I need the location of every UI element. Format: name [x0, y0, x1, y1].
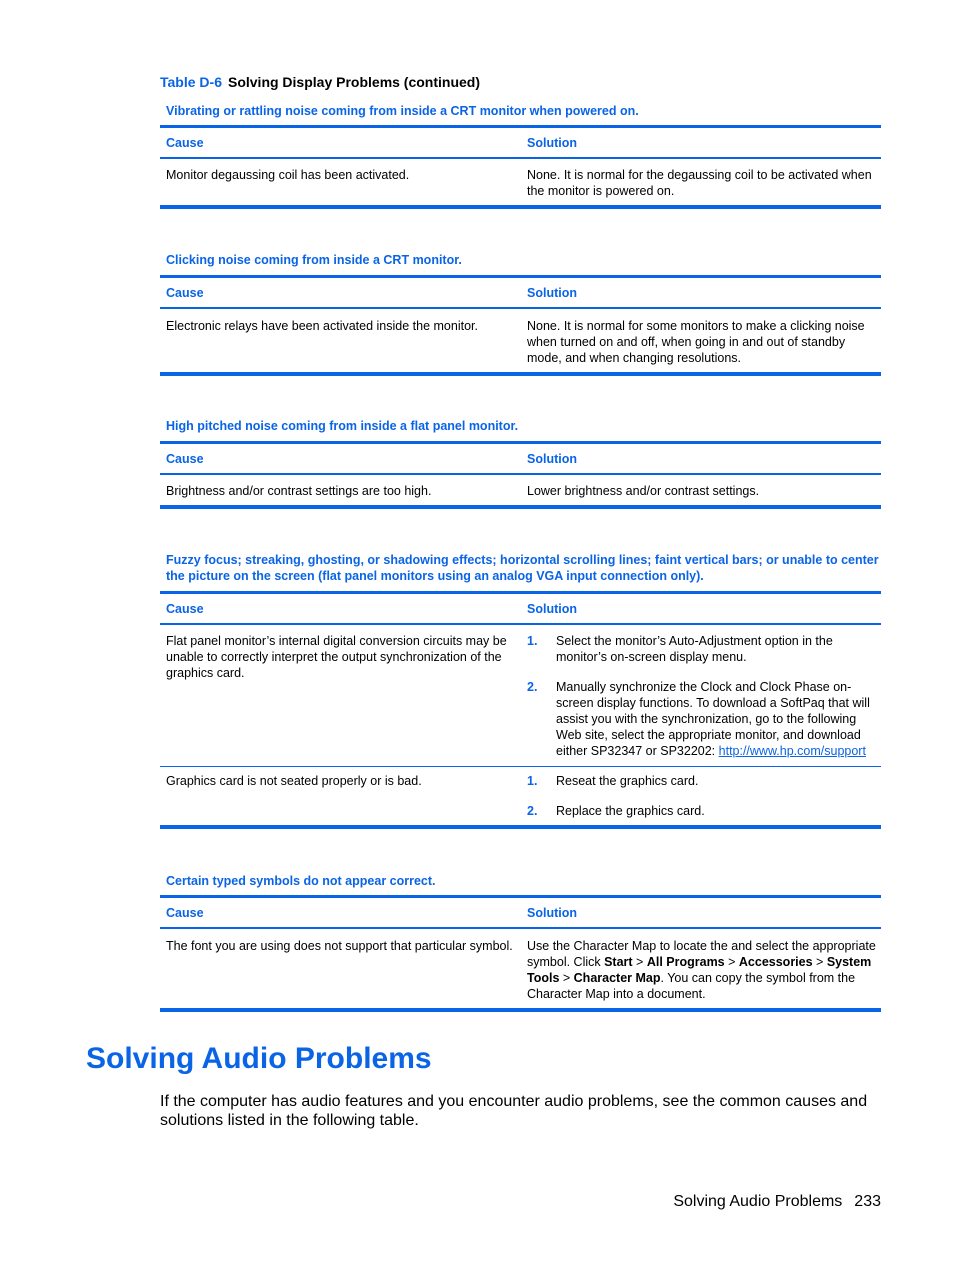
separator: >: [724, 955, 739, 969]
step-number: 1.: [527, 774, 538, 788]
header-solution: Solution: [527, 602, 577, 616]
footer-text: Solving Audio Problems: [673, 1193, 843, 1210]
table-row: [160, 766, 881, 829]
header-solution: Solution: [527, 906, 577, 920]
list-item: [527, 803, 879, 819]
table-row: [160, 625, 881, 766]
step-text: Replace the graphics card.: [556, 804, 705, 818]
step-text: Select the monitor’s Auto-Adjustment option in the monitor’s on-screen display menu.: [556, 634, 833, 664]
table-header: [160, 441, 881, 475]
page-number: 233: [854, 1193, 881, 1210]
list-item: [527, 633, 879, 665]
solution-cell: None. It is normal for some monitors to make a clicking noise when turned on and off, when going in and out of standby mode, and when changing resolutions.: [527, 319, 865, 365]
table-row: [160, 309, 881, 376]
cause-cell: Graphics card is not seated properly or is bad.: [166, 774, 422, 788]
solution-text: Use the Character Map to locate the and select the appropriate symbol. Click: [527, 939, 876, 969]
section-title-high-pitched: High pitched noise coming from inside a flat panel monitor.: [166, 419, 519, 433]
table-caption: [160, 74, 480, 90]
header-solution: Solution: [527, 286, 577, 300]
cause-cell: Monitor degaussing coil has been activated.: [166, 168, 410, 182]
section-title-fuzzy-focus: Fuzzy focus; streaking, ghosting, or shadowing effects; horizontal scrolling lines; faint vertical bars; or unable to center the picture on the screen (flat panel monitors using an analog VGA input connection only).: [166, 553, 879, 583]
solution-cell: [527, 633, 879, 759]
solution-cell: None. It is normal for the degaussing coil to be activated when the monitor is powered on.: [527, 168, 872, 198]
step-text: Reseat the graphics card.: [556, 774, 699, 788]
table-row: [160, 159, 881, 209]
page-footer: [673, 1193, 881, 1211]
table-caption-title: Solving Display Problems (continued): [227, 74, 481, 90]
step-number: 2.: [527, 804, 538, 818]
table-clicking: [160, 275, 881, 376]
table-row: [160, 475, 881, 509]
separator: >: [812, 955, 827, 969]
table-high-pitched: [160, 441, 881, 509]
header-solution: Solution: [527, 452, 577, 466]
header-cause: Cause: [166, 286, 204, 300]
step-number: 2.: [527, 680, 538, 694]
section-title-clicking: Clicking noise coming from inside a CRT monitor.: [166, 253, 462, 267]
cause-cell: The font you are using does not support that particular symbol.: [166, 939, 513, 953]
separator: >: [559, 971, 574, 985]
section-title-vibrating: Vibrating or rattling noise coming from inside a CRT monitor when powered on.: [166, 104, 639, 118]
header-cause: Cause: [166, 452, 204, 466]
section-title-symbols: Certain typed symbols do not appear correct.: [166, 874, 436, 888]
solution-cell: Lower brightness and/or contrast settings.: [527, 484, 760, 498]
page-heading: Solving Audio Problems: [86, 1042, 432, 1075]
intro-paragraph: If the computer has audio features and you encounter audio problems, see the common causes and solutions listed in the following table.: [160, 1093, 868, 1129]
menu-character-map: Character Map: [573, 971, 661, 985]
table-header: [160, 895, 881, 929]
header-cause: Cause: [166, 602, 204, 616]
step-number: 1.: [527, 634, 538, 648]
solution-text: . You can copy the symbol from the Character Map into a document.: [527, 971, 856, 1001]
cause-cell: Brightness and/or contrast settings are too high.: [166, 484, 432, 498]
solution-cell: [527, 938, 879, 1002]
table-header: [160, 125, 881, 159]
menu-accessories: Accessories: [738, 955, 813, 969]
header-solution: Solution: [527, 136, 577, 150]
table-header: [160, 591, 881, 625]
table-caption-label: Table D-6: [160, 74, 222, 90]
step-text: Manually synchronize the Clock and Clock Phase on-screen display functions. To download a SoftPaq that will assist you with the synchronization, go to the following Web site, select the appropriate monitor, and download either SP32347 or SP32202:: [556, 680, 870, 758]
menu-system-tools: System Tools: [527, 955, 872, 985]
support-link[interactable]: http://www.hp.com/support: [718, 744, 866, 758]
separator: >: [632, 955, 647, 969]
list-item: [527, 679, 879, 759]
cause-cell: Electronic relays have been activated inside the monitor.: [166, 319, 478, 333]
solution-cell: [527, 773, 879, 819]
table-header: [160, 275, 881, 309]
table-fuzzy-focus: [160, 591, 881, 829]
menu-all-programs: All Programs: [646, 955, 725, 969]
cause-cell: Flat panel monitor’s internal digital conversion circuits may be unable to correctly interpret the output synchronization of the graphics card.: [166, 634, 507, 680]
header-cause: Cause: [166, 906, 204, 920]
list-item: [527, 773, 879, 789]
table-vibrating: [160, 125, 881, 209]
table-symbols: [160, 895, 881, 1012]
table-row: [160, 929, 881, 1012]
menu-start: Start: [604, 955, 633, 969]
header-cause: Cause: [166, 136, 204, 150]
